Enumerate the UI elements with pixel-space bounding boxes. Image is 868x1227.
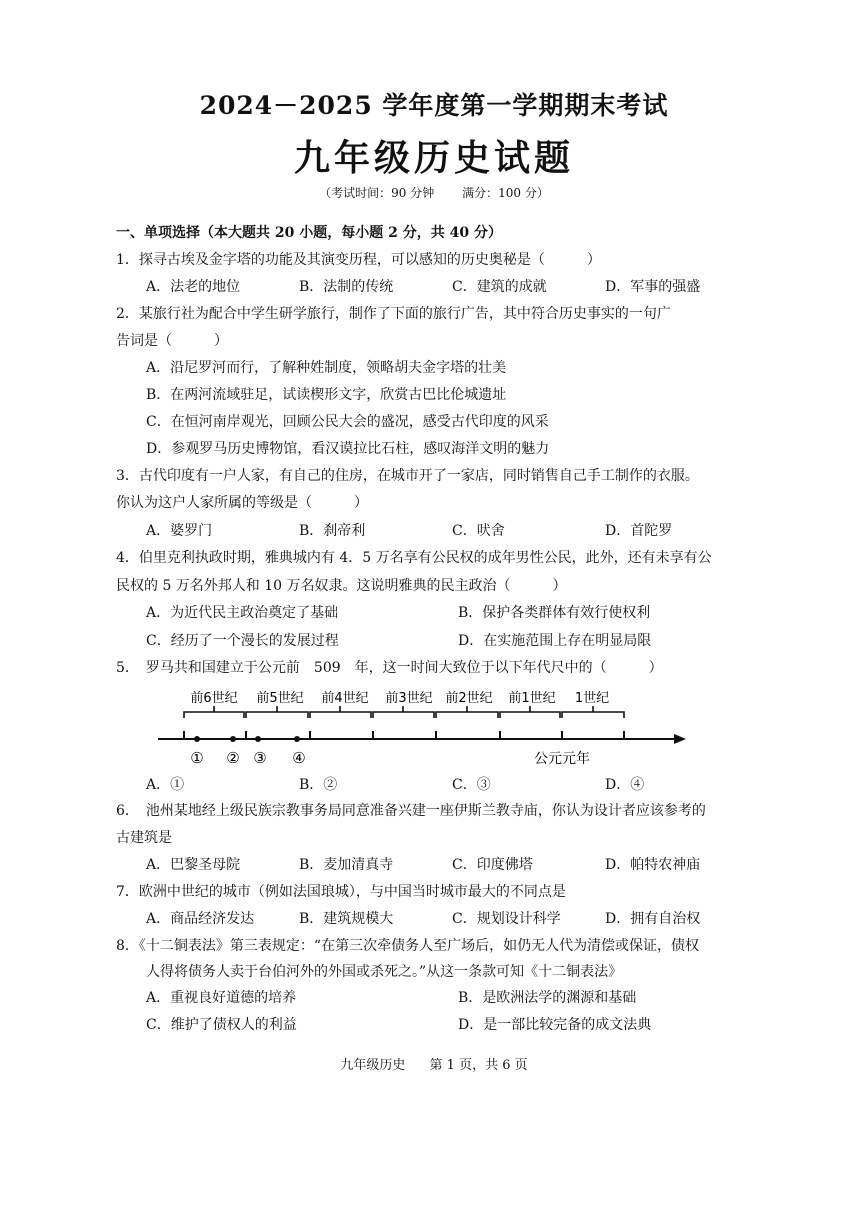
question-7-stem: 7．欧洲中世纪的城市（例如法国琅城），与中国当时城市最大的不同点是 [116,884,566,900]
question-1-stem: 1．探寻古埃及金字塔的功能及其演变历程，可以感知的历史奥秘是（ ） [116,252,601,268]
timeline-diagram [0,682,868,772]
marker-label-4: ④ [292,749,306,767]
q4-option-a: A．为近代民主政治奠定了基础 [146,605,339,621]
q7-option-d: D．拥有自治权 [605,911,701,927]
section-heading: 一、单项选择（本大题共 20 小题，每小题 2 分，共 40 分） [116,225,502,241]
bracket-1 [184,706,244,718]
subject-title: 九年级历史试题 [293,137,574,179]
question-2-stem-line1: 2．某旅行社为配合中学生研学旅行，制作了下面的旅行广告，其中符合历史事实的一句广 [116,306,671,322]
q4-option-d: D．在实施范围上存在明显局限 [458,633,652,649]
marker-dot-4 [294,736,300,742]
q3-option-c: C．吠舍 [452,523,505,539]
question-6-stem-line1: 6． 池州某地经上级民族宗教事务局同意准备兴建一座伊斯兰教寺庙，你认为设计者应该参考的 [116,803,706,819]
question-2-stem-line2: 告词是（ ） [116,333,228,349]
bracket-6 [500,706,560,718]
timeline-arrow-icon [674,734,686,744]
q3-option-d: D．首陀罗 [605,523,673,539]
era-label: 公元元年 [534,751,590,767]
bracket-5 [436,706,498,718]
exam-title: 2024－2025 学年度第一学期期末考试 [199,91,669,120]
q8-option-c: C．维护了债权人的利益 [146,1017,297,1033]
q6-option-b: B．麦加清真寺 [299,857,394,873]
century-label-6: 前1世纪 [508,691,556,706]
q2-option-a: A．沿尼罗河而行，了解种姓制度，领略胡夫金字塔的壮美 [146,360,507,376]
timeline-ticks [184,731,624,739]
q7-option-a: A．商品经济发达 [146,911,255,927]
century-label-4: 前3世纪 [385,691,433,706]
bracket-7 [562,706,624,718]
q1-option-a: A．法老的地位 [146,279,241,295]
century-label-1: 前6世纪 [190,691,238,706]
exam-score: 满分：100 分） [462,186,549,200]
question-8-stem-line2: 人得将债务人卖于台伯河外的外国或杀死之。”从这一条款可知《十二铜表法》 [146,964,623,980]
century-label-5: 前2世纪 [445,691,493,706]
question-3-stem-line2: 你认为这户人家所属的等级是（ ） [116,495,368,511]
page-footer [0,1054,868,1073]
marker-dot-2 [230,736,236,742]
question-4-stem-line1: 4．伯里克利执政时期，雅典城内有 4．5 万名享有公民权的成年男性公民，此外，还有未享有公 [116,550,712,566]
q4-option-c: C．经历了一个漫长的发展过程 [146,633,339,649]
q2-option-b: B．在两河流域驻足，试读楔形文字，欣赏古巴比伦城遗址 [146,387,507,403]
century-label-2: 前5世纪 [256,691,304,706]
exam-info [0,184,868,201]
bracket-4 [373,706,434,718]
footer-subject: 九年级历史 [340,1058,406,1073]
marker-label-3: ③ [253,749,267,767]
century-label-7: 1世纪 [574,691,610,706]
q4-option-b: B．保护各类群体有效行使权利 [458,605,651,621]
q7-option-c: C．规划设计科学 [452,911,561,927]
q2-option-d: D．参观罗马历史博物馆，看汉谟拉比石柱，感叹海洋文明的魅力 [146,441,550,457]
q1-option-c: C．建筑的成就 [452,279,547,295]
question-8-stem-line1: 8．《十二铜表法》第三表规定：“在第三次牵债务人至广场后，如仍无人代为清偿或保证，债权 [116,938,700,954]
q8-option-b: B．是欧洲法学的渊源和基础 [458,990,637,1006]
question-6-stem-line2: 古建筑是 [116,830,172,846]
q5-option-d: D．④ [605,777,645,793]
marker-label-2: ② [226,749,240,767]
q8-option-a: A．重视良好道德的培养 [146,990,297,1006]
q6-option-c: C．印度佛塔 [452,857,533,873]
q6-option-d: D．帕特农神庙 [605,857,701,873]
bracket-2 [246,706,308,718]
marker-dot-1 [194,736,200,742]
q7-option-b: B．建筑规模大 [299,911,394,927]
q3-option-b: B．刹帝利 [299,523,366,539]
question-4-stem-line2: 民权的 5 万名外邦人和 10 万名奴隶。这说明雅典的民主政治（ ） [116,578,567,594]
question-5-stem: 5． 罗马共和国建立于公元前 509 年，这一时间大致位于以下年代尺中的（ ） [116,660,663,676]
q5-option-c: C．③ [452,777,491,793]
timeline-brackets [184,706,624,718]
marker-label-1: ① [190,749,204,767]
q5-option-a: A．① [146,777,185,793]
exam-time: （考试时间：90 分钟 [319,186,435,200]
bracket-3 [310,706,371,718]
q1-option-b: B．法制的传统 [299,279,394,295]
q3-option-a: A．婆罗门 [146,523,213,539]
q5-option-b: B．② [299,777,338,793]
century-label-3: 前4世纪 [321,691,369,706]
q1-option-d: D．军事的强盛 [605,279,701,295]
question-3-stem-line1: 3．古代印度有一户人家，有自己的住房，在城市开了一家店，同时销售自己手工制作的衣服。 [116,468,699,484]
footer-page-number: 第 1 页，共 6 页 [429,1058,528,1073]
q2-option-c: C．在恒河南岸观光，回顾公民大会的盛况，感受古代印度的风采 [146,414,549,430]
q8-option-d: D．是一部比较完备的成文法典 [458,1017,652,1033]
q6-option-a: A．巴黎圣母院 [146,857,241,873]
marker-dot-3 [255,736,261,742]
